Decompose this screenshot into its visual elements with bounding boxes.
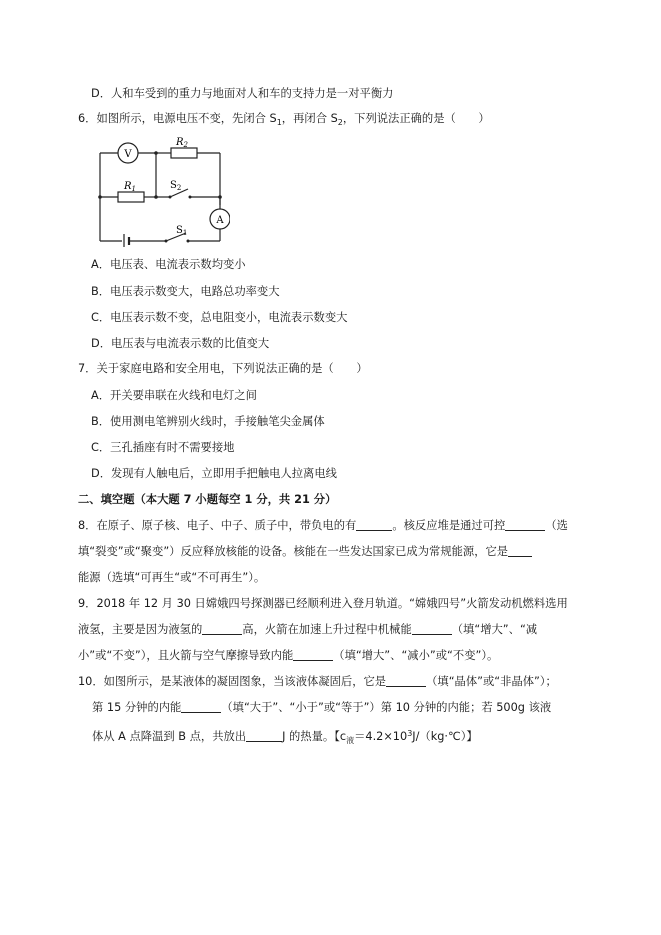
q8-line-3: 能源（选填“可再生“或“不可再生”）。	[78, 571, 266, 584]
q8-text-2a: 填“裂变”或“聚变”）反应释放核能的设备。核能在一些发达国家已成为常规能源，它是	[78, 545, 509, 558]
q8-text-1a: 8．在原子、原子核、电子、中子、质子中，带负电的有	[78, 519, 357, 532]
q10-text-2b: （填“大于”、“小于”或“等于”）第 10 分钟的内能；若 500g 该液	[221, 701, 552, 714]
q10-blank-1	[386, 674, 426, 687]
q9-line-1: 9．2018 年 12 月 30 日嫦娥四号探测器已经顺利进入登月轨道。“嫦娥四号”火箭发动机燃料选用	[78, 597, 568, 610]
q9-text-2b: 高，火箭在加速上升过程中机械能	[242, 623, 412, 636]
voltmeter-label: V	[124, 149, 132, 160]
s1-label: $S_1$	[176, 225, 188, 237]
q10-blank-2	[181, 700, 221, 713]
q9-line-2	[78, 622, 537, 638]
q10-superscript: 3	[407, 729, 413, 738]
q9-text-2c: （填“增大”、“减	[451, 623, 538, 636]
circuit-diagram	[96, 133, 230, 247]
q10-text-1b: （填“晶体”或“非晶体”）；	[426, 675, 557, 688]
q10-line-3	[92, 726, 478, 749]
q10-blank-3	[246, 729, 282, 742]
resistor-r1-icon	[118, 192, 144, 202]
q7-option-a: A．开关要串联在火线和电灯之间	[91, 389, 257, 402]
q6-stem	[78, 111, 490, 131]
q8-text-1c: （选	[545, 519, 568, 532]
q10-line-2	[92, 700, 551, 716]
q10-c-subscript: 液	[346, 736, 355, 745]
q10-text-3c: ＝4.2×10	[354, 730, 408, 743]
q9-text-3b: （填“增大”、“减小”或“不变”）。	[333, 649, 499, 662]
q8-line-1	[78, 518, 568, 534]
r1-label: $R_1$	[124, 181, 136, 193]
q7-option-d: D．发现有人触电后，立即用手把触电人拉离电线	[91, 467, 337, 480]
q9-line-3	[78, 648, 498, 664]
q7-option-b: B．使用测电笔辨别火线时，手接触笔尖金属体	[91, 415, 325, 428]
q10-text-3d: J/（kg·℃）】	[412, 730, 478, 743]
q6-stem-c: ，下列说法正确的是（ ）	[342, 112, 490, 125]
section-heading: 二、填空题（本大题 7 小题每空 1 分，共 21 分）	[78, 493, 337, 506]
r2-label: $R_2$	[176, 137, 188, 149]
q6-option-b: B．电压表示数变大，电路总功率变大	[91, 285, 280, 298]
q6-option-c: C．电压表示数不变，总电阻变小，电流表示数变大	[91, 311, 348, 324]
q6-stem-s2-sub: 2	[337, 118, 343, 127]
q6-option-d: D．电压表与电流表示数的比值变大	[91, 337, 270, 350]
q10-text-2a: 第 15 分钟的内能	[92, 701, 182, 714]
q9-blank-3	[293, 648, 333, 661]
q9-blank-2	[412, 622, 452, 635]
q9-text-3a: 小”或“不变”），且火箭与空气摩擦导致内能	[78, 649, 294, 662]
q7-stem: 7．关于家庭电路和安全用电，下列说法正确的是（ ）	[78, 362, 368, 375]
q10-text-3b: J 的热量。【c	[282, 730, 347, 743]
q8-line-2	[78, 544, 532, 560]
q5-option-d: D．人和车受到的重力与地面对人和车的支持力是一对平衡力	[91, 87, 394, 100]
q6-stem-a: 6．如图所示，电源电压不变，先闭合 S	[78, 112, 277, 125]
resistor-r2-icon	[171, 148, 197, 158]
q6-stem-s1-sub: 1	[276, 118, 282, 127]
q10-text-3a: 体从 A 点降温到 B 点，共放出	[92, 730, 247, 743]
q6-stem-b: ，再闭合 S	[281, 112, 338, 125]
ammeter-label: A	[216, 215, 224, 226]
q8-blank-1	[356, 518, 392, 531]
q9-blank-1	[202, 622, 242, 635]
q6-option-a: A．电压表、电流表示数均变小	[91, 258, 246, 271]
q10-text-1a: 10．如图所示，是某液体的凝固图象，当该液体凝固后，它是	[78, 675, 387, 688]
q8-blank-2	[505, 518, 545, 531]
q9-text-2a: 液氢，主要是因为液氢的	[78, 623, 203, 636]
q7-option-c: C．三孔插座有时不需要接地	[91, 441, 235, 454]
q10-line-1	[78, 674, 557, 690]
s2-label: $S_2$	[170, 180, 182, 192]
q8-blank-3	[508, 544, 532, 557]
q8-text-1b: 。核反应堆是通过可控	[392, 519, 506, 532]
